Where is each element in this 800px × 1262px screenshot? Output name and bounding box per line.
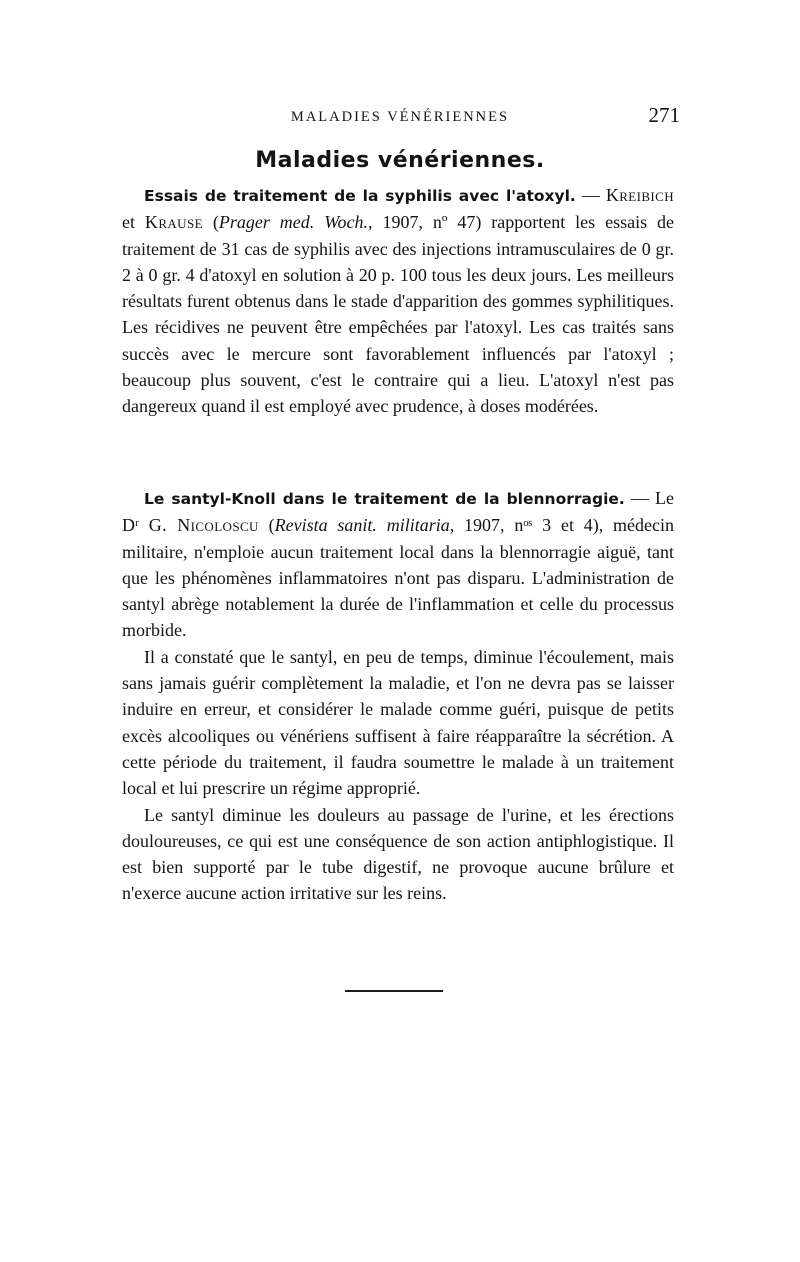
article-santyl-text-b: , 1907, nᵒˢ 3 et 4), médecin militaire, n'emploie aucun traitement local dans la blennorragie aiguë, tant que les phénomènes inflammatoires n'ont pas disparu. L'administration de santyl abrège notablement la durée de l'inflammation et celle du processus morbide.	[122, 515, 675, 641]
end-rule	[345, 990, 443, 992]
journal-prager-med-woch: Prager med. Woch.	[218, 212, 369, 233]
author-nicoloscu: G. Nicoloscu	[148, 515, 259, 536]
article-atoxyl-text-a: et	[122, 212, 145, 233]
article-santyl-paragraph-1	[122, 485, 674, 644]
heading-dash: —	[575, 185, 606, 205]
article-atoxyl-heading: Essais de traitement de la syphilis avec l'atoxyl.	[144, 187, 576, 205]
doctor-title: Dʳ	[122, 515, 139, 536]
article-atoxyl-text-c: , 1907, nº 47) rapportent les essais de traitement de 31 cas de syphilis avec des injections intramusculaires de 0 gr. 2 à 0 gr. 4 d'atoxyl en solution à 20 p. 100 tous les deux jours. Les meilleurs résultats furent obtenus dans le stade d'apparition des gommes syphilitiques. Les récidives ne peuvent être empêchées par l'atoxyl. Les cas traités sans succès avec le mercure sont favorablement influencés par l'atoxyl ; beaucoup plus souvent, c'est le contraire qui a lieu. L'atoxyl n'est pas dangereux quand il est employé avec prudence, à doses modérées.	[122, 212, 674, 417]
journal-revista-sanit-militaria: Revista sanit. militaria	[274, 515, 450, 536]
heading-dash: — Le	[624, 488, 674, 508]
section-title: Maladies vénériennes.	[255, 148, 545, 173]
page-number: 271	[648, 103, 680, 127]
author-krause: Krause	[144, 212, 203, 233]
article-santyl	[122, 485, 674, 907]
article-santyl-text-a: (	[258, 515, 275, 536]
article-atoxyl	[122, 182, 674, 420]
article-atoxyl-paragraph	[122, 182, 674, 420]
running-title: MALADIES VÉNÉRIENNES	[290, 109, 510, 125]
running-head	[120, 103, 680, 133]
author-kreibich: Kreibich	[605, 185, 675, 205]
article-atoxyl-text-b: (	[202, 212, 219, 233]
article-santyl-heading: Le santyl-Knoll dans le traitement de la blennorragie.	[144, 490, 625, 508]
article-santyl-paragraph-2: Il a constaté que le santyl, en peu de temps, diminue l'écoulement, mais sans jamais guérir complètement la maladie, et l'on ne devra pas se laisser induire en erreur, et considérer le malade comme guéri, puisque de petits excès alcooliques ou vénériens suffisent à faire réapparaître la sécrétion. A cette période du traitement, il faudra soumettre le malade à un traitement local et lui prescrire un régime approprié.	[122, 646, 674, 799]
article-santyl-paragraph-3: Le santyl diminue les douleurs au passage de l'urine, et les érections douloureuses, ce qui est une conséquence de son action antiphlogistique. Il est bien supporté par le tube digestif, ne provoque aucune brûlure et n'exerce aucune action irritative sur les reins.	[122, 804, 674, 904]
